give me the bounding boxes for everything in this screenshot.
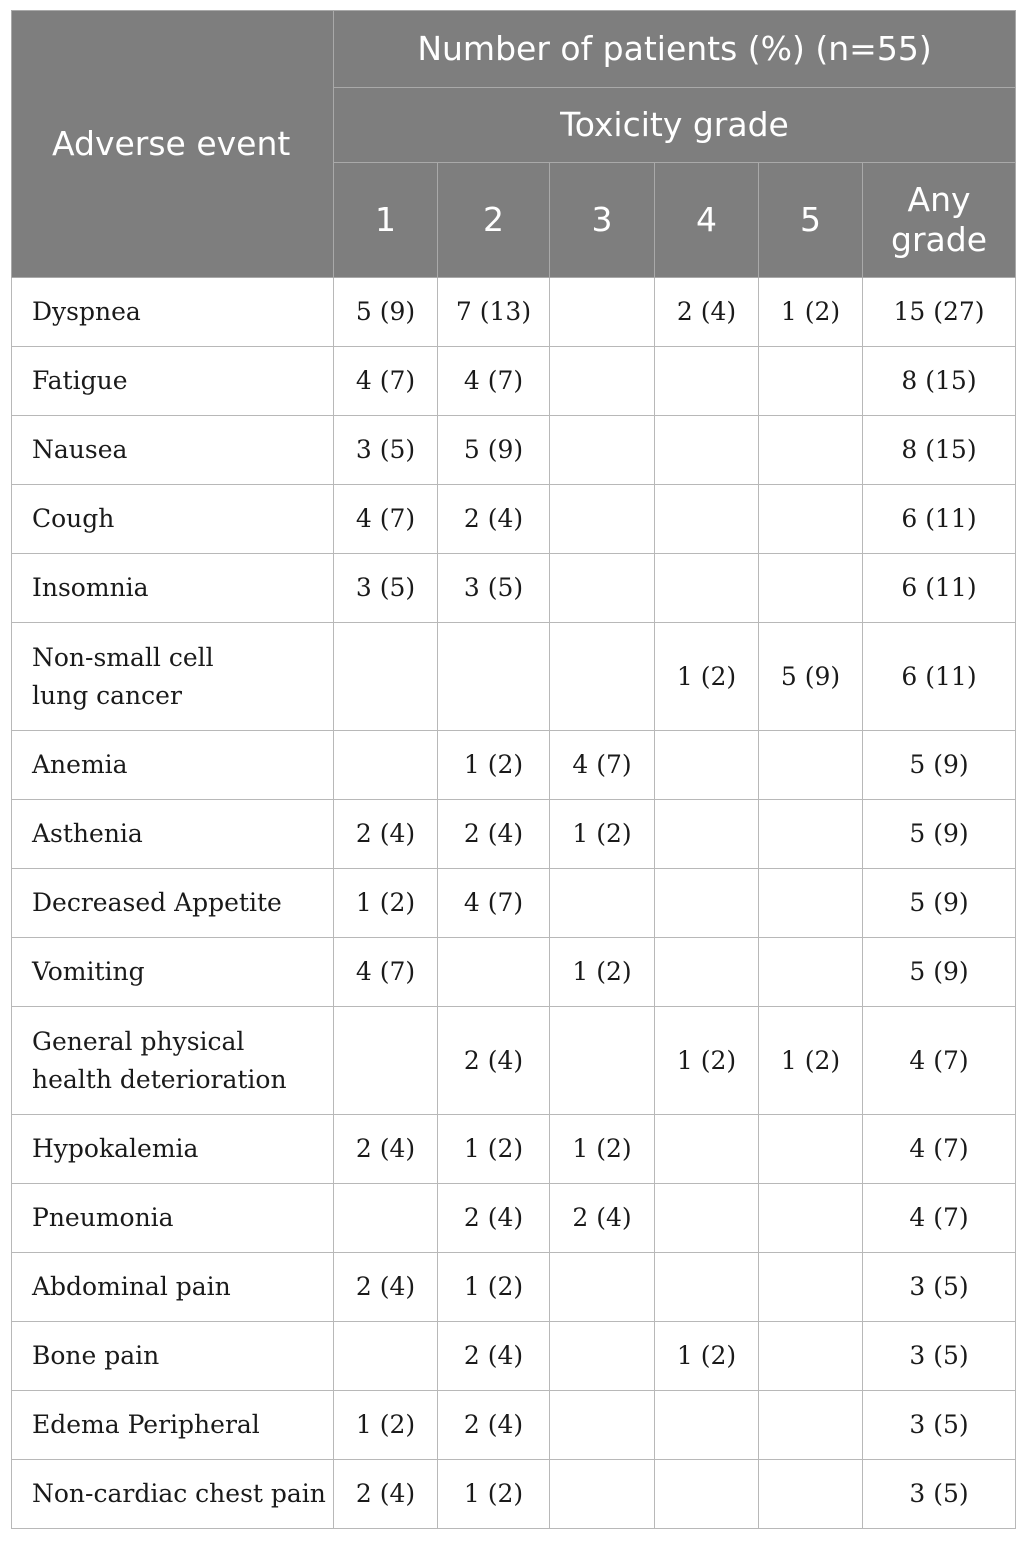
cell-grade-1 <box>334 623 438 731</box>
cell-grade-3: 1 (2) <box>550 938 655 1007</box>
cell-grade-1: 1 (2) <box>334 1391 438 1460</box>
row-name-line1: General physical <box>32 1026 245 1056</box>
header-grade-5: 5 <box>759 163 863 278</box>
header-grade-1: 1 <box>334 163 438 278</box>
row-name: Fatigue <box>12 347 334 416</box>
row-name: Hypokalemia <box>12 1115 334 1184</box>
header-any-grade <box>863 163 1016 278</box>
cell-any-grade: 5 (9) <box>863 731 1016 800</box>
table-row <box>12 869 1016 938</box>
cell-any-grade: 5 (9) <box>863 869 1016 938</box>
cell-grade-1 <box>334 731 438 800</box>
row-name <box>12 1007 334 1115</box>
cell-grade-1 <box>334 1322 438 1391</box>
cell-grade-1 <box>334 1184 438 1253</box>
cell-grade-5 <box>759 1460 863 1529</box>
row-name: Insomnia <box>12 554 334 623</box>
cell-grade-2: 3 (5) <box>438 554 550 623</box>
row-name: Edema Peripheral <box>12 1391 334 1460</box>
cell-grade-5: 1 (2) <box>759 278 863 347</box>
cell-grade-4: 1 (2) <box>655 1007 759 1115</box>
table-row <box>12 1253 1016 1322</box>
header-grade-3: 3 <box>550 163 655 278</box>
cell-any-grade: 8 (15) <box>863 416 1016 485</box>
table-row <box>12 278 1016 347</box>
header-any-grade-line2: grade <box>891 220 988 259</box>
cell-grade-2: 2 (4) <box>438 485 550 554</box>
table-row <box>12 1322 1016 1391</box>
cell-grade-2: 2 (4) <box>438 1184 550 1253</box>
cell-grade-3 <box>550 1322 655 1391</box>
row-name: Non-cardiac chest pain <box>12 1460 334 1529</box>
row-name: Decreased Appetite <box>12 869 334 938</box>
cell-grade-3 <box>550 347 655 416</box>
cell-any-grade: 3 (5) <box>863 1391 1016 1460</box>
cell-grade-5 <box>759 731 863 800</box>
cell-grade-1: 2 (4) <box>334 1460 438 1529</box>
cell-grade-1: 4 (7) <box>334 938 438 1007</box>
cell-grade-4 <box>655 554 759 623</box>
cell-any-grade: 5 (9) <box>863 800 1016 869</box>
cell-grade-3: 1 (2) <box>550 800 655 869</box>
row-name: Anemia <box>12 731 334 800</box>
cell-grade-5 <box>759 1115 863 1184</box>
cell-grade-2: 2 (4) <box>438 1322 550 1391</box>
header-grade-4: 4 <box>655 163 759 278</box>
row-name: Dyspnea <box>12 278 334 347</box>
cell-grade-1: 3 (5) <box>334 554 438 623</box>
cell-grade-5 <box>759 1391 863 1460</box>
cell-any-grade: 3 (5) <box>863 1322 1016 1391</box>
cell-grade-3 <box>550 1007 655 1115</box>
table-row <box>12 554 1016 623</box>
cell-grade-4: 2 (4) <box>655 278 759 347</box>
cell-grade-3 <box>550 869 655 938</box>
cell-grade-2: 2 (4) <box>438 1391 550 1460</box>
header-grade-2: 2 <box>438 163 550 278</box>
cell-grade-5 <box>759 485 863 554</box>
cell-any-grade: 3 (5) <box>863 1253 1016 1322</box>
table-row <box>12 1115 1016 1184</box>
cell-grade-3: 1 (2) <box>550 1115 655 1184</box>
row-name: Pneumonia <box>12 1184 334 1253</box>
cell-grade-2 <box>438 938 550 1007</box>
cell-grade-3 <box>550 416 655 485</box>
cell-any-grade: 6 (11) <box>863 485 1016 554</box>
table-row <box>12 938 1016 1007</box>
cell-grade-2: 4 (7) <box>438 347 550 416</box>
adverse-events-table <box>11 10 1016 1529</box>
cell-grade-2 <box>438 623 550 731</box>
cell-grade-2: 2 (4) <box>438 1007 550 1115</box>
header-any-grade-line1: Any <box>907 180 971 219</box>
cell-grade-2: 1 (2) <box>438 1115 550 1184</box>
cell-grade-4 <box>655 1391 759 1460</box>
cell-grade-1: 2 (4) <box>334 1115 438 1184</box>
cell-any-grade: 4 (7) <box>863 1007 1016 1115</box>
cell-grade-2: 1 (2) <box>438 1460 550 1529</box>
cell-grade-1: 2 (4) <box>334 800 438 869</box>
cell-grade-1 <box>334 1007 438 1115</box>
cell-any-grade: 5 (9) <box>863 938 1016 1007</box>
cell-grade-5 <box>759 1253 863 1322</box>
cell-grade-3 <box>550 554 655 623</box>
cell-grade-1: 2 (4) <box>334 1253 438 1322</box>
table-row <box>12 347 1016 416</box>
cell-grade-5 <box>759 1322 863 1391</box>
cell-grade-3 <box>550 1391 655 1460</box>
row-name: Nausea <box>12 416 334 485</box>
cell-grade-4 <box>655 938 759 1007</box>
table-row <box>12 1460 1016 1529</box>
cell-grade-3 <box>550 1460 655 1529</box>
cell-any-grade: 6 (11) <box>863 623 1016 731</box>
cell-any-grade: 4 (7) <box>863 1184 1016 1253</box>
cell-grade-5 <box>759 347 863 416</box>
cell-grade-2: 5 (9) <box>438 416 550 485</box>
cell-any-grade: 8 (15) <box>863 347 1016 416</box>
header-toxicity-grade: Toxicity grade <box>334 88 1016 163</box>
table-row <box>12 731 1016 800</box>
table-row <box>12 623 1016 731</box>
cell-grade-3: 2 (4) <box>550 1184 655 1253</box>
cell-grade-1: 3 (5) <box>334 416 438 485</box>
cell-grade-4: 1 (2) <box>655 1322 759 1391</box>
cell-grade-2: 1 (2) <box>438 1253 550 1322</box>
cell-grade-4 <box>655 1460 759 1529</box>
cell-grade-4 <box>655 869 759 938</box>
table-row <box>12 485 1016 554</box>
cell-any-grade: 15 (27) <box>863 278 1016 347</box>
cell-grade-4 <box>655 347 759 416</box>
row-name: Cough <box>12 485 334 554</box>
cell-grade-4 <box>655 1253 759 1322</box>
cell-grade-5 <box>759 869 863 938</box>
cell-grade-2: 7 (13) <box>438 278 550 347</box>
cell-grade-5 <box>759 938 863 1007</box>
cell-grade-4: 1 (2) <box>655 623 759 731</box>
cell-grade-4 <box>655 800 759 869</box>
table-row <box>12 416 1016 485</box>
row-name: Vomiting <box>12 938 334 1007</box>
cell-grade-1: 4 (7) <box>334 347 438 416</box>
cell-any-grade: 4 (7) <box>863 1115 1016 1184</box>
header-adverse-event: Adverse event <box>12 11 334 278</box>
row-name: Asthenia <box>12 800 334 869</box>
cell-grade-4 <box>655 416 759 485</box>
cell-grade-4 <box>655 485 759 554</box>
adverse-events-table-container <box>11 10 1015 1529</box>
cell-grade-2: 4 (7) <box>438 869 550 938</box>
cell-grade-3 <box>550 278 655 347</box>
table-header <box>12 11 1016 278</box>
cell-grade-4 <box>655 731 759 800</box>
cell-any-grade: 6 (11) <box>863 554 1016 623</box>
cell-grade-5 <box>759 416 863 485</box>
row-name: Abdominal pain <box>12 1253 334 1322</box>
cell-grade-3 <box>550 623 655 731</box>
cell-grade-5 <box>759 800 863 869</box>
cell-grade-5: 5 (9) <box>759 623 863 731</box>
header-number-of-patients: Number of patients (%) (n=55) <box>334 11 1016 88</box>
cell-grade-1: 5 (9) <box>334 278 438 347</box>
cell-grade-1: 1 (2) <box>334 869 438 938</box>
row-name-line1: Non-small cell <box>32 642 214 672</box>
table-row <box>12 1184 1016 1253</box>
table-row <box>12 1391 1016 1460</box>
cell-grade-4 <box>655 1184 759 1253</box>
row-name-line2: health deterioration <box>32 1064 287 1094</box>
cell-grade-4 <box>655 1115 759 1184</box>
cell-grade-2: 2 (4) <box>438 800 550 869</box>
cell-grade-5: 1 (2) <box>759 1007 863 1115</box>
cell-grade-3 <box>550 1253 655 1322</box>
row-name-line2: lung cancer <box>32 680 182 710</box>
cell-grade-5 <box>759 1184 863 1253</box>
table-body <box>12 278 1016 1529</box>
cell-grade-3: 4 (7) <box>550 731 655 800</box>
row-name: Bone pain <box>12 1322 334 1391</box>
cell-grade-2: 1 (2) <box>438 731 550 800</box>
cell-any-grade: 3 (5) <box>863 1460 1016 1529</box>
table-row <box>12 1007 1016 1115</box>
cell-grade-5 <box>759 554 863 623</box>
cell-grade-3 <box>550 485 655 554</box>
row-name <box>12 623 334 731</box>
cell-grade-1: 4 (7) <box>334 485 438 554</box>
table-row <box>12 800 1016 869</box>
